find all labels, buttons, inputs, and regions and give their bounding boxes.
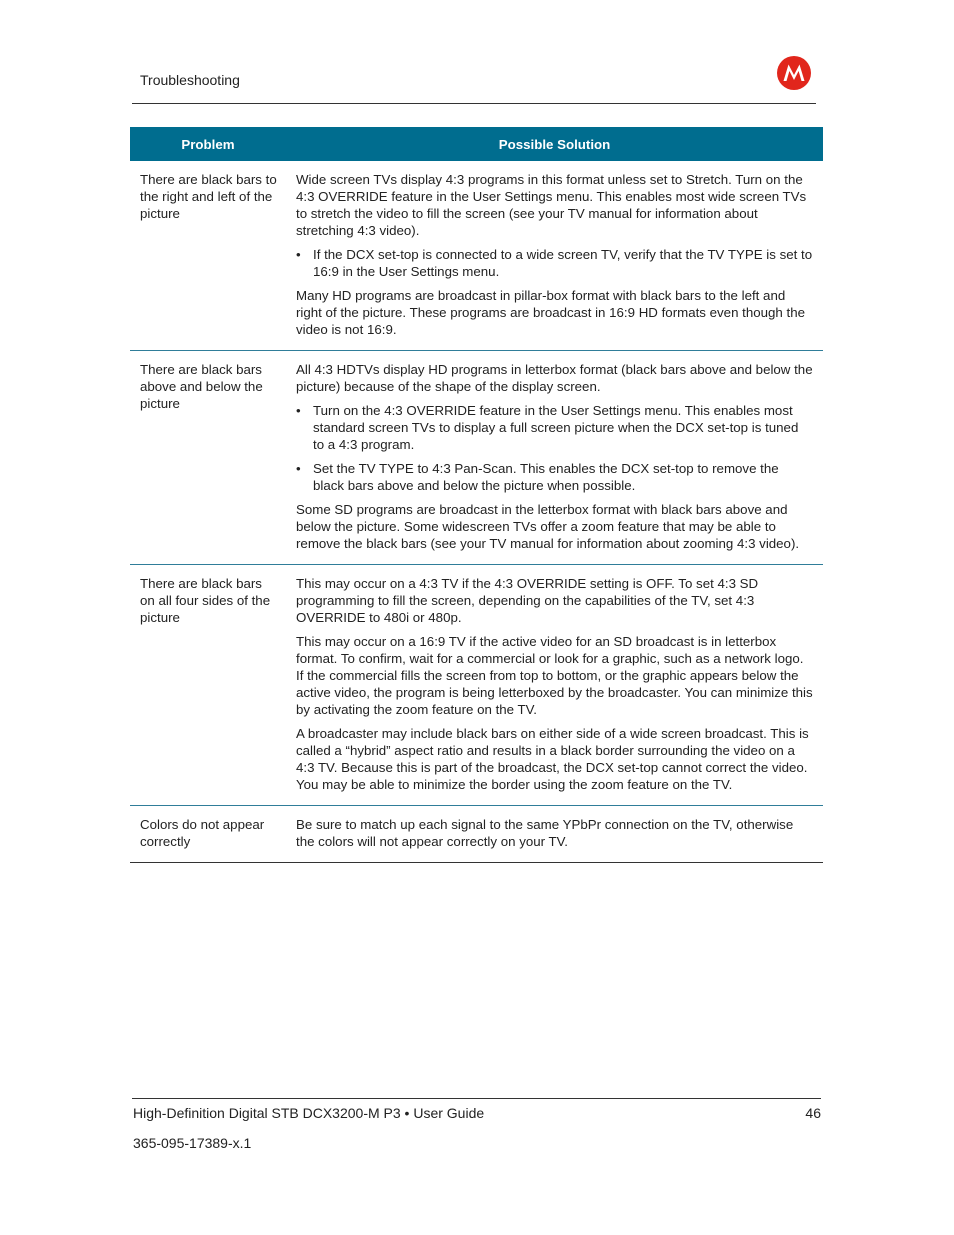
table-body [130, 161, 823, 863]
solution-paragraph: Be sure to match up each signal to the same YPbPr connection on the TV, otherwise the colors will not appear correctly on your TV. [296, 817, 794, 849]
bullet-item [296, 402, 813, 453]
solution-cell [286, 806, 823, 863]
solution-cell [286, 351, 823, 565]
solution-paragraph: This may occur on a 16:9 TV if the active video for an SD broadcast is in letterbox format. To confirm, wait for a commercial or look for a graphic, such as a network logo. If the commercial fills the screen from top to bottom, or the graphic appears below the active video, the program is being letterboxed by the broadcaster. You can minimize this by activating the zoom feature on the TV. [296, 634, 813, 717]
problem-cell: There are black bars above and below the picture [130, 351, 286, 565]
header-divider [132, 103, 816, 104]
solution-paragraph: Wide screen TVs display 4:3 programs in this format unless set to Stretch. Turn on the 4:3 OVERRIDE feature in the User Settings menu. This enables most wide screen TVs to stretch the video to fill the screen (see your TV manual for information about stretching 4:3 video). [296, 172, 807, 238]
document-number: 365-095-17389-x.1 [133, 1135, 252, 1151]
table-row [130, 161, 823, 351]
bullet-icon: • [296, 247, 301, 262]
solution-paragraph: Many HD programs are broadcast in pillar-box format with black bars to the left and right of the picture. These programs are broadcast in 16:9 HD formats even though the video is not 16:9. [296, 288, 806, 337]
footer-guide-title: High-Definition Digital STB DCX3200-M P3 • User Guide [133, 1105, 485, 1121]
bullet-item [296, 246, 813, 280]
column-header-problem: Problem [130, 127, 286, 161]
bullet-icon: • [296, 403, 301, 418]
bullet-text: Turn on the 4:3 OVERRIDE feature in the User Settings menu. This enables most standard screen TVs to display a full screen picture when the DCX set-top is tuned to a 4:3 program. [313, 403, 799, 452]
table-row [130, 351, 823, 565]
solution-paragraph: A broadcaster may include black bars on either side of a wide screen broadcast. This is called a “hybrid” aspect ratio and results in a black border surrounding the video on a 4:3 TV. Because this is part of the broadcast, the DCX set-top cannot correct the video. You may be able to minimize the border using the zoom feature on the TV. [296, 726, 809, 792]
bullet-text: Set the TV TYPE to 4:3 Pan-Scan. This enables the DCX set-top to remove the black bars above and below the picture when possible. [313, 461, 779, 493]
solution-paragraph: This may occur on a 4:3 TV if the 4:3 OVERRIDE setting is OFF. To set 4:3 SD programming to fill the screen, depending on the capabilities of the TV, set 4:3 OVERRIDE to 480i or 480p. [296, 576, 759, 625]
solution-paragraph: Some SD programs are broadcast in the letterbox format with black bars above and below the picture. Some widescreen TVs offer a zoom feature that may be able to remove the black bars (see your TV manual for information about zooming 4:3 video). [296, 502, 800, 551]
troubleshooting-table [130, 127, 823, 863]
table-row [130, 565, 823, 806]
table-header-row [130, 127, 823, 161]
table-row [130, 806, 823, 863]
column-header-solution: Possible Solution [286, 127, 823, 161]
bullet-item [296, 460, 813, 494]
solution-paragraph: All 4:3 HDTVs display HD programs in letterbox format (black bars above and below the picture) because of the shape of the display screen. [296, 362, 813, 394]
solution-bullet-list [296, 402, 813, 494]
footer-divider [132, 1098, 821, 1099]
solution-cell [286, 161, 823, 351]
bullet-icon: • [296, 461, 301, 476]
solution-bullet-list [296, 246, 813, 280]
page-section-title: Troubleshooting [140, 72, 240, 88]
bullet-text: If the DCX set-top is connected to a wide screen TV, verify that the TV TYPE is set to 16:9 in the User Settings menu. [313, 247, 813, 279]
page-number: 46 [805, 1105, 821, 1121]
problem-cell: Colors do not appear correctly [130, 806, 286, 863]
motorola-logo-icon [777, 56, 811, 90]
problem-cell: There are black bars to the right and left of the picture [130, 161, 286, 351]
problem-cell: There are black bars on all four sides of the picture [130, 565, 286, 806]
solution-cell [286, 565, 823, 806]
